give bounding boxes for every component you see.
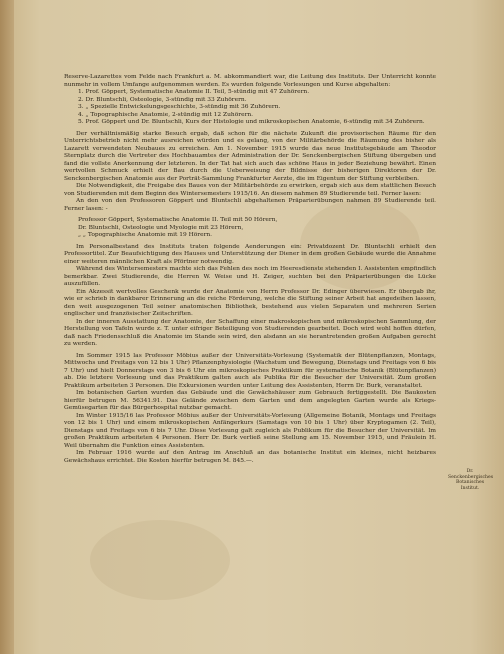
list-item: Professor Göppert, Systematische Anatomie II. Teil mit 50 Hörern, bbox=[78, 217, 278, 223]
paragraph: Im Februar 1916 wurde auf den Antrag im Anschluß an das botanische Institut ein kleines, nicht heizbares Gewächshaus errichtet. Die Kosten hierfür betrugen M. 845.—. bbox=[64, 450, 436, 464]
list-item: 1. Prof. Göppert, Systematische Anatomie II. Teil, 5-stündig mit 47 Zuhörern. bbox=[78, 89, 310, 95]
list-item: 5. Prof. Göppert und Dr. Bluntschli, Kurs der Histologie und mikroskopischen Anatomie, 6-stündig mit 34 Zuhörern. bbox=[78, 119, 425, 125]
paragraph: Im Personalbestand des Instituts traten folgende Aenderungen ein: Privatdozent Dr. Bluntschli erhielt den Professortitel. Zur Beaufsichtigung des Hauses und Unterstützung der Diener in dem großen Gebäude wurde die Annahme einer weiteren männlichen Kraft als Pförtner notwendig. bbox=[64, 243, 436, 265]
page-binding-edge bbox=[0, 0, 14, 654]
document-body bbox=[64, 74, 436, 465]
paragraph: Im botanischen Garten wurden das Gebäude und die Gewächshäuser zum Gebrauch fertiggestellt. Die Baukosten hierfür betrugen M. 56341.91. Das Gelände zwischen dem Garten und dem angelegten Garten wurde als Kriegs-Gemüsegarten für das Bürgerhospital nutzbar gemacht. bbox=[64, 390, 436, 411]
list-item: 2. Dr. Bluntschli, Osteologie, 3-stündig mit 33 Zuhörern. bbox=[78, 96, 247, 103]
list-item: Dr. Bluntschli, Osteologie und Myologie mit 23 Hörern, bbox=[78, 224, 244, 231]
paragraph-intro: Reserve-Lazarettes vom Felde nach Frankfurt a. M. abkommandiert war, die Leitung des Instituts. Der Unterricht konnte nunmehr in vollem Umfange aufgenommen werden. Es wurden folgende Vorlesungen und Kurse abgehalten: bbox=[64, 74, 436, 88]
paragraph: Im Winter 1915/16 las Professor Möbius außer der Universitäts-Vorlesung (Allgemeine Botanik, Montags und Freitags von 12 bis 1 Uhr) und einem mikroskopischen Anfängerkurs (Samstags von 10 bis 1 Uhr) über Kryptogamen (2. Teil), Dienstags und Freitags von 6 bis 7 Uhr. Diese Vorlesung galt zugleich als Publikum für die Besucher der Universität. Im großen Praktikum arbeiteten 4 Personen. Herr Dr. Burk verließ seine Stellung am 15. November 1915, und Fräulein H. Weil übernahm die Funktion eines Assistenten. bbox=[64, 412, 436, 449]
paragraph: Die Notwendigkeit, die Freigabe des Baues von der Militärbehörde zu erwirken, ergab sich aus dem stattlichen Besuch von Studierenden mit dem Beginn des Wintersemesters 1915/16. An diesem nahmen 89 Studierende teil. Ferner lasen: bbox=[64, 183, 436, 197]
paper-stain bbox=[90, 520, 230, 600]
list-item: „ „ Topographische Anatomie mit 19 Hörern. bbox=[78, 232, 213, 238]
paragraph: Ein Akzessit wertvolles Geschenk wurde der Anatomie von Herrn Professor Dr. Edinger überwiesen. Er übergab ihr, wie er schrieb in dankbarer Erinnerung an die reiche Förderung, welche die Stiftung seiner Arbeit hat angedeihen lassen, den weit ausgezogenen Teil seiner anatomischen Bibliothek, bestehend aus vielen Separaten und mehreren Serien englischer und französischer Zeitschriften. bbox=[64, 288, 436, 317]
paragraph: An den von den Professoren Göppert und Bluntschli abgehaltenen Präparierübungen nahmen 89 Studierende teil. Ferner lasen: - bbox=[64, 198, 436, 212]
paragraph: Der verhältnismäßig starke Besuch ergab, daß schon für die nächste Zukunft die provisorischen Räume für den Unterrichtsbetrieb nicht mehr ausreichen würden und es gelang, von der Militärbehörde die Räumung des bisher als Lazarett verwendeten Neubaues zu erreichen. Am 1. November 1915 wurde das neue Institutsgebäude am Theodor Sternplatz durch die Vertreter des Hochbauamtes der Administration der Dr. Senckenbergischen Stiftung übergeben und fand die vollste Anerkennung der letzteren. In der Tat hat sich auch das schöne Haus in jeder Beziehung bewährt. Einen wertvollen Schmuck erhielt der Bau durch die Ueberweisung der Bildnisse der bisherigen Direktoren der Dr. Senckenbergischen Anatomie aus der Porträt-Sammlung Frankfurter Aerzte, die im Eigentum der Stiftung verbleiben. bbox=[64, 130, 436, 182]
paragraph: Während des Wintersemesters machte sich das Fehlen des noch im Heeresdienste stehenden I. Assistenten empfindlich bemerkbar. Zwei Studierende, die Herren W. Weise und H. Zeiger, suchten bei den Präparierübungen die Lücke auszufüllen. bbox=[64, 266, 436, 287]
paragraph: In der inneren Ausstattung der Anatomie, der Schaffung einer makroskopischen und mikroskopischen Sammlung, der Herstellung von Tafeln wurde z. T. unter eifriger Beteiligung von Studierenden gearbeitet. Doch wird wohl hoffen dürfen, daß nach Friedensschluß die Anatomie im Stande sein wird, den alsdann an sie herantretenden großen Aufgaben gerecht zu werden. bbox=[64, 318, 436, 347]
margin-note: Dr. Senckenbergisches Botanisches Institut. bbox=[448, 469, 494, 491]
paragraph: Im Sommer 1915 las Professor Möbius außer der Universitäts-Vorlesung (Systematik der Blütenpflanzen, Montags, Mittwochs und Freitags von 12 bis 1 Uhr) Pflanzenphysiologie (Wachstum und Bewegung, Dienstags und Freitags von 6 bis 7 Uhr) und hielt Donnerstags von 3 bis 6 Uhr ein mikroskopisches Praktikum für systematische Botanik (Blütenpflanzen) ab. Die letztere Vorlesung und das Praktikum galten auch als Publika für die Besucher der Universität. Zum großen Praktikum arbeiteten 3 Personen. Die Exkursionen wurden unter Leitung des Assistenten, Herrn Dr. Burk, veranstaltet. bbox=[64, 352, 436, 389]
list-item: 3. „ Spezielle Entwickelungsgeschichte, 3-stündig mit 36 Zuhörern. bbox=[78, 104, 281, 110]
list-item: 4. „ Topographische Anatomie, 2-stündig mit 12 Zuhörern. bbox=[78, 111, 254, 118]
